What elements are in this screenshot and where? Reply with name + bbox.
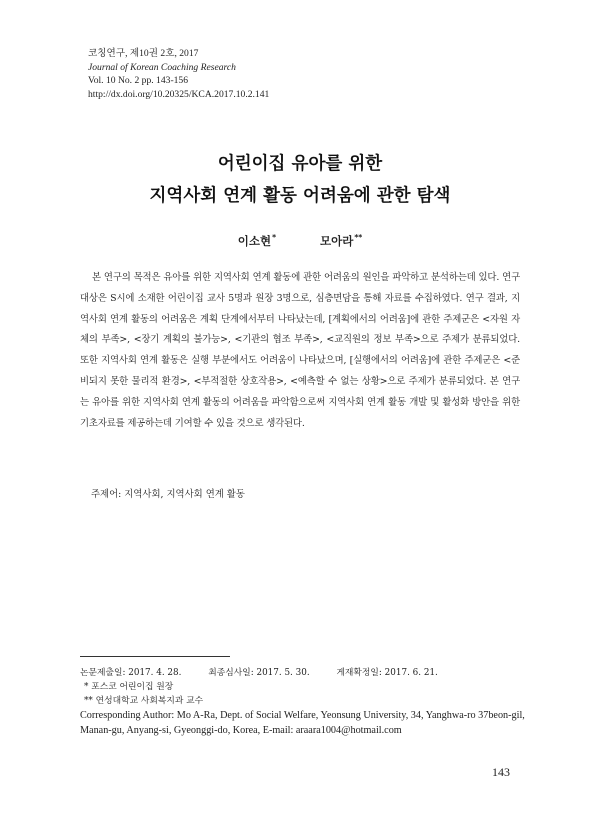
- author-1: [238, 234, 276, 248]
- footnotes: [80, 666, 530, 738]
- author-2: [320, 234, 362, 248]
- author-2-mark: **: [354, 233, 363, 243]
- accepted-date: 게재확정일: 2017. 6. 21.: [336, 668, 438, 678]
- journal-header: [88, 47, 269, 101]
- doi-link[interactable]: http://dx.doi.org/10.20325/KCA.2017.10.2.141: [88, 88, 270, 100]
- submitted-date: 논문제출일: 2017. 4. 28.: [80, 668, 182, 678]
- submission-dates: [80, 666, 530, 680]
- journal-issue-line: 코칭연구, 제10권 2호, 2017: [88, 48, 199, 59]
- volume-pages: Vol. 10 No. 2 pp. 143-156: [88, 75, 189, 87]
- keywords: 주제어: 지역사회, 지역사회 연계 활동: [91, 489, 245, 500]
- paper-title-line2: 지역사회 연계 활동 어려움에 관한 탐색: [149, 186, 451, 206]
- footnote-divider: [80, 656, 230, 657]
- author-1-name: 이소현: [237, 234, 272, 248]
- author-list: [0, 233, 600, 249]
- revised-date: 최종심사일: 2017. 5. 30.: [208, 668, 310, 678]
- author-1-mark: *: [272, 233, 277, 243]
- affiliation-note-1: * 포스코 어린이집 원장: [84, 682, 174, 692]
- corresponding-author: Corresponding Author: Mo A-Ra, Dept. of Social Welfare, Yeonsung University, 34, Yanghwa-ro 37beon-gil, Manan-gu, Anyang-si, Gyeonggi-do, Korea, E-mail: araara1004@hotmail.com: [80, 710, 525, 736]
- author-2-name: 모아라: [320, 234, 354, 248]
- page-number: 143: [492, 765, 510, 779]
- journal-name: Journal of Korean Coaching Research: [88, 61, 236, 73]
- abstract-text: 본 연구의 목적은 유아를 위한 지역사회 연계 활동에 관한 어려움의 원인을 파악하고 분석하는데 있다. 연구대상은 S시에 소재한 어린이집 교사 5명과 원장 3명으로, 심층면담을 통해 자료를 수집하였다. 연구 결과, 지역사회 연계 활동의 어려움은 계획 단계에서부터 나타났는데, [계획에서의 어려움]에 관한 주제군은 <자원 자체의 부족>, <장기 계획의 불가능>, <기관의 협조 부족>, <교직원의 정보 부족>으로 주제가 분류되었다. 또한 지역사회 연계 활동은 실행 부분에서도 어려움이 나타났으며, [실행에서의 어려움]에 관한 주제군은 <준비되지 못한 물리적 환경>, <부적절한 상호작용>, <예측할 수 없는 상황>으로 주제가 분류되었다. 본 연구는 유아를 위한 지역사회 연계 활동의 어려움을 파악함으로써 지역사회 연계 활동 개발 및 활성화 방안을 위한 기초자료를 제공하는데 기여할 수 있을 것으로 생각된다.: [80, 272, 520, 429]
- affiliation-note-2: ** 연성대학교 사회복지과 교수: [84, 696, 204, 706]
- paper-title-line1: 어린이집 유아를 위한: [217, 154, 383, 174]
